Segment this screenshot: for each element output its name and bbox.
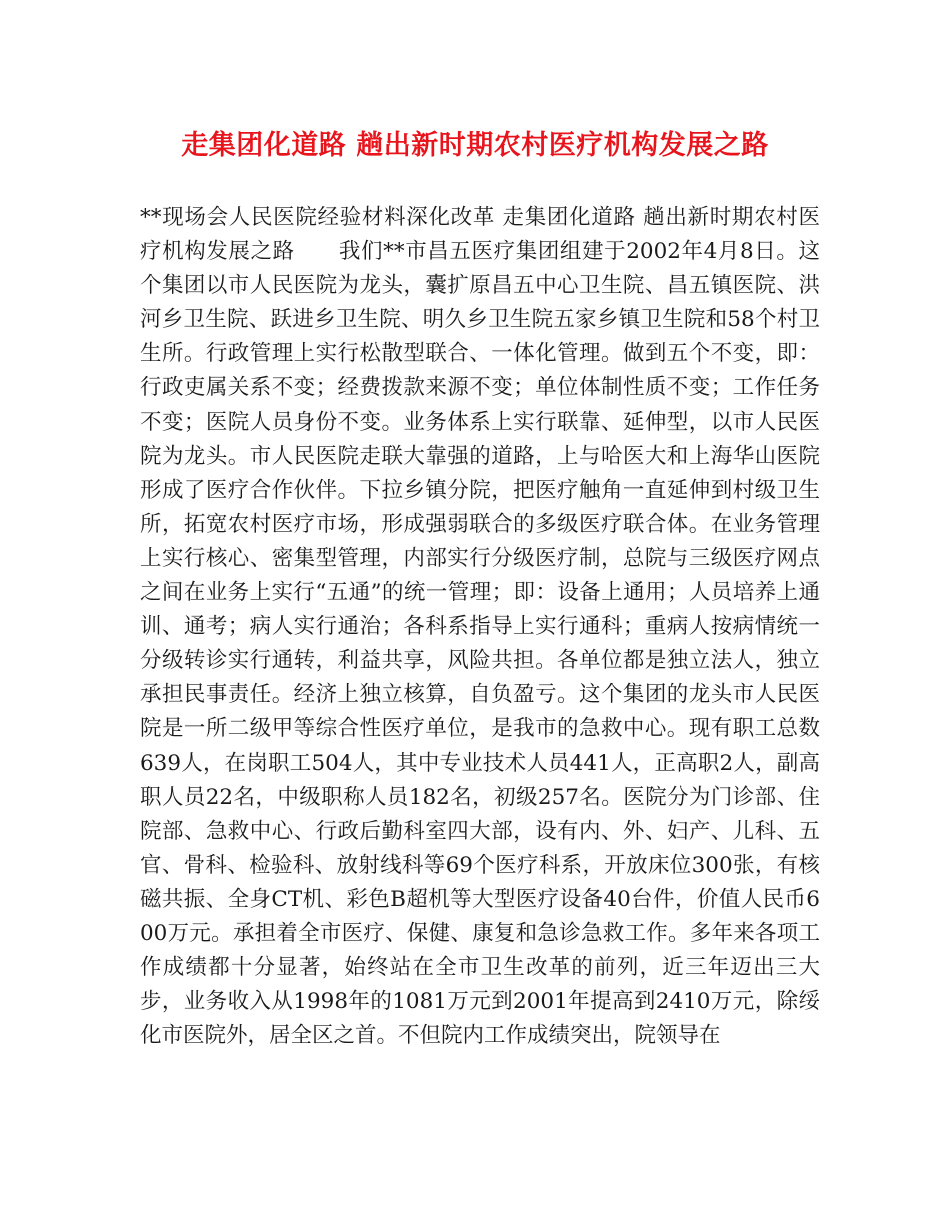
document-title: 走集团化道路 趟出新时期农村医疗机构发展之路 (181, 130, 769, 161)
document-body: **现场会人民医院经验材料深化改革 走集团化道路 趟出新时期农村医疗机构发展之路 我们**市昌五医疗集团组建于2002年4月8日。这个集团以市人民医院为龙头，囊扩原昌五中心卫生院、昌五镇医院、洪河乡卫生院、跃进乡卫生院、明久乡卫生院五家乡镇卫生院和58个村卫生所。行政管理上实行松散型联合、一体化管理。做到五个不变，即：行政吏属关系不变；经费拨款来源不变；单位体制性质不变；工作任务不变；医院人员身份不变。业务体系上实行联靠、延伸型，以市人民医院为龙头。市人民医院走联大靠强的道路，上与哈医大和上海华山医院形成了医疗合作伙伴。下拉乡镇分院，把医疗触角一直延伸到村级卫生所，拓宽农村医疗市场，形成强弱联合的多级医疗联合体。在业务管理上实行核心、密集型管理，内部实行分级医疗制，总院与三级医疗网点之间在业务上实行“五通”的统一管理；即：设备上通用；人员培养上通训、通考；病人实行通治；各科系指导上实行通科；重病人按病情统一分级转诊实行通转，利益共享，风险共担。各单位都是独立法人，独立承担民事责任。经济上独立核算，自负盈亏。这个集团的龙头市人民医院是一所二级甲等综合性医疗单位，是我市的急救中心。现有职工总数639人，在岗职工504人，其中专业技术人员441人，正高职2人，副高职人员22名，中级职称人员182名，初级257名。医院分为门诊部、住院部、急救中心、行政后勤科室四大部，设有内、外、妇产、儿科、五官、骨科、检验科、放射线科等69个医疗科系，开放床位300张，有核磁共振、全身CT机、彩色B超机等大型医疗设备40台件，价值人民币600万元。承担着全市医疗、保健、康复和急诊急救工作。多年来各项工作成绩都十分显著，始终站在全市卫生改革的前列，近三年迈出三大步，业务收入从1998年的1081万元到2001年提高到2410万元，除绥化市医院外，居全区之首。不但院内工作成绩突出，院领导在 (140, 205, 820, 1049)
